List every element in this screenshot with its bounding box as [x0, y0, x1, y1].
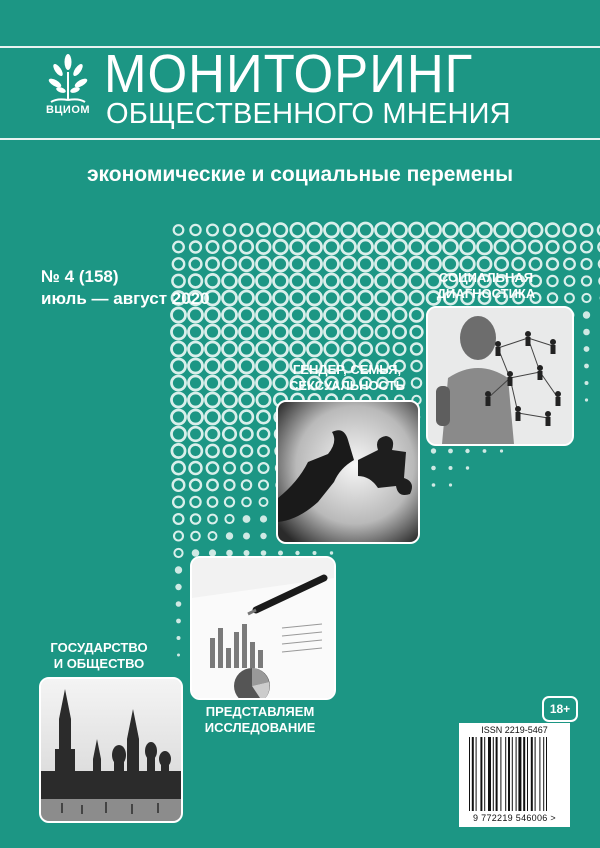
pattern-dot [483, 449, 487, 453]
pattern-dot [495, 223, 509, 237]
pattern-dot [466, 466, 469, 469]
barcode-bar [480, 737, 482, 811]
puzzle-pieces-image [278, 402, 418, 542]
pattern-dot [174, 549, 182, 557]
pattern-dot [257, 411, 269, 423]
pattern-dot [223, 428, 236, 441]
pattern-dot [173, 242, 184, 253]
pattern-dot [449, 483, 452, 486]
barcode-bar [508, 737, 510, 811]
pattern-dot [172, 325, 186, 339]
pattern-dot [172, 376, 186, 390]
pattern-dot [410, 274, 424, 288]
pattern-dot [240, 411, 253, 424]
pattern-dot [261, 550, 267, 556]
pattern-dot [448, 449, 453, 454]
section-label-social: СОЦИАЛЬНАЯ ДИАГНОСТИКА [436, 270, 536, 301]
pattern-dot [581, 242, 592, 253]
pattern-dot [393, 274, 407, 288]
pattern-dot [260, 498, 268, 506]
pattern-dot [241, 428, 253, 440]
pattern-dot [582, 276, 591, 285]
pattern-dot [207, 225, 218, 236]
issue-info [41, 266, 210, 310]
pattern-dot [546, 224, 559, 237]
pattern-dot [565, 294, 574, 303]
pattern-dot [206, 308, 220, 322]
pattern-dot [291, 274, 305, 288]
pattern-dot [500, 449, 503, 452]
pattern-dot [427, 257, 441, 271]
pattern-dot [206, 445, 218, 457]
pattern-dot [342, 342, 355, 355]
pattern-dot [274, 257, 288, 271]
barcode-number: 9 772219 546006 > [473, 813, 556, 823]
pattern-dot [206, 428, 219, 441]
pattern-dot [175, 566, 182, 573]
pattern-dot [257, 308, 271, 322]
pattern-dot [174, 514, 184, 524]
pattern-dot [177, 654, 180, 657]
pattern-dot [190, 242, 201, 253]
pattern-dot [410, 223, 424, 237]
pattern-dot [478, 223, 492, 237]
barcode-bar [516, 737, 517, 811]
research-photo [190, 556, 336, 700]
social-diagnostics-photo [426, 306, 574, 446]
pattern-dot [241, 224, 253, 236]
pattern-dot [359, 291, 373, 305]
pattern-dot [393, 326, 405, 338]
pattern-dot [189, 308, 203, 322]
pattern-dot [189, 445, 202, 458]
pattern-dot [189, 342, 203, 356]
pattern-dot [308, 274, 322, 288]
pattern-dot [342, 325, 356, 339]
pattern-dot [325, 274, 339, 288]
pattern-dot [325, 240, 339, 254]
section-label-gender: ГЕНДЕР, СЕМЬЯ, СЕКСУАЛЬНОСТЬ [288, 362, 405, 393]
pattern-dot [206, 376, 220, 390]
pattern-dot [191, 514, 200, 523]
pattern-dot [410, 291, 424, 305]
section-label-state: ГОСУДАРСТВО И ОБЩЕСТВО [50, 640, 148, 671]
header-bottom-rule [0, 138, 600, 140]
pattern-dot [189, 325, 203, 339]
pattern-dot [325, 291, 339, 305]
pattern-dot [278, 551, 283, 556]
pattern-dot [563, 224, 575, 236]
barcode-bar [488, 737, 491, 811]
pattern-dot [564, 259, 575, 270]
pattern-dot [225, 497, 234, 506]
pattern-dot [530, 258, 542, 270]
pattern-dot [257, 393, 270, 406]
pattern-dot [359, 274, 373, 288]
pattern-dot [206, 410, 220, 424]
issue-number: № 4 (158) [41, 267, 119, 286]
pattern-dot [274, 291, 288, 305]
pattern-dot [257, 342, 271, 356]
pattern-dot [174, 225, 184, 235]
pattern-dot [410, 257, 424, 271]
pattern-dot [582, 259, 592, 269]
pattern-dot [224, 224, 235, 235]
pattern-dot [206, 342, 220, 356]
magazine-subtitle: экономические и социальные перемены [86, 163, 514, 186]
chart-papers-image [192, 558, 334, 698]
pattern-dot [176, 619, 181, 624]
pattern-dot [207, 462, 218, 473]
pattern-dot [376, 240, 390, 254]
pattern-dot [223, 241, 235, 253]
pattern-dot [240, 325, 254, 339]
pattern-dot [223, 325, 237, 339]
pattern-dot [176, 601, 182, 607]
pattern-dot [377, 343, 389, 355]
pattern-dot [257, 376, 271, 390]
pattern-dot [512, 223, 526, 237]
pattern-dot [274, 224, 287, 237]
age-rating-badge: 18+ [542, 696, 578, 722]
pattern-dot [223, 376, 237, 390]
pattern-dot [325, 308, 339, 322]
barcode-bar [546, 737, 547, 811]
logo-text: ВЦИОМ [45, 104, 91, 116]
barcode-bar [484, 737, 485, 811]
pattern-dot [325, 325, 339, 339]
pattern-dot [359, 223, 373, 237]
pattern-dot [313, 551, 317, 555]
pattern-dot [582, 294, 590, 302]
issue-date: июль — август 2020 [41, 289, 210, 308]
pattern-dot [291, 291, 305, 305]
pattern-dot [223, 274, 237, 288]
pattern-dot [172, 444, 185, 457]
pattern-dot [223, 291, 237, 305]
state-society-photo [39, 677, 183, 823]
pattern-dot [585, 381, 589, 385]
pattern-dot [177, 636, 181, 640]
pattern-dot [585, 398, 588, 401]
pattern-dot [226, 532, 233, 539]
pattern-dot [206, 325, 220, 339]
pattern-dot [308, 291, 322, 305]
pattern-dot [565, 276, 575, 286]
pattern-dot [393, 308, 406, 321]
pattern-dot [295, 551, 299, 555]
pattern-dot [444, 240, 458, 254]
pattern-dot [240, 291, 254, 305]
pattern-dot [581, 224, 593, 236]
pattern-dot [291, 223, 304, 236]
pattern-dot [584, 364, 589, 369]
pattern-dot [225, 480, 235, 490]
barcode-block [459, 723, 570, 827]
pattern-dot [240, 257, 253, 270]
pattern-dot [190, 497, 200, 507]
pattern-dot [173, 479, 185, 491]
pattern-dot [189, 393, 203, 407]
pattern-dot [584, 346, 590, 352]
pattern-dot [393, 223, 407, 237]
pattern-dot [241, 463, 251, 473]
pattern-dot [444, 223, 458, 237]
pattern-dot [583, 329, 590, 336]
pattern-dot [208, 497, 218, 507]
network-people-image [428, 308, 572, 444]
pattern-dot [240, 359, 254, 373]
pattern-dot [325, 223, 339, 237]
pattern-dot [308, 257, 322, 271]
pattern-dot [207, 480, 218, 491]
pattern-dot [376, 274, 390, 288]
pattern-dot [342, 257, 356, 271]
pattern-dot [411, 344, 422, 355]
pattern-dot [274, 308, 288, 322]
pattern-dot [376, 223, 390, 237]
pattern-dot [223, 342, 237, 356]
pattern-dot [240, 241, 253, 254]
barcode-bar [500, 737, 501, 811]
pattern-dot [308, 325, 322, 339]
pattern-dot [274, 325, 288, 339]
pattern-dot [223, 393, 237, 407]
pattern-dot [209, 532, 217, 540]
pattern-dot [274, 274, 288, 288]
pattern-dot [190, 462, 202, 474]
pattern-dot [393, 240, 407, 254]
pattern-dot [547, 259, 558, 270]
pattern-dot [564, 241, 575, 252]
pattern-dot [410, 309, 423, 322]
pattern-dot [243, 515, 251, 523]
pattern-dot [189, 410, 203, 424]
pattern-dot [394, 343, 406, 355]
pattern-dot [529, 223, 542, 236]
barcode-bar [512, 737, 513, 811]
pattern-dot [240, 376, 254, 390]
pattern-dot [547, 241, 559, 253]
pattern-dot [547, 276, 557, 286]
pattern-dot [325, 257, 339, 271]
pattern-dot [291, 257, 305, 271]
pattern-dot [258, 428, 269, 439]
pattern-dot [206, 393, 220, 407]
pattern-dot [172, 393, 186, 407]
pattern-dot [225, 515, 233, 523]
pattern-dot [175, 584, 181, 590]
pattern-dot [478, 257, 491, 270]
pattern-dot [495, 240, 508, 253]
pattern-dot [257, 325, 271, 339]
pattern-dot [189, 376, 203, 390]
pattern-dot [259, 463, 269, 473]
pattern-dot [274, 342, 288, 356]
pattern-dot [431, 448, 436, 453]
pattern-dot [172, 308, 186, 322]
pattern-dot [172, 359, 186, 373]
pattern-dot [257, 240, 270, 253]
pattern-dot [223, 308, 237, 322]
pattern-dot [190, 480, 201, 491]
barcode-bar [518, 737, 521, 811]
pattern-dot [342, 274, 356, 288]
pattern-dot [342, 308, 356, 322]
pattern-dot [291, 308, 305, 322]
pattern-dot [172, 427, 186, 441]
pattern-dot [260, 533, 266, 539]
issn-label: ISSN 2219-5467 [481, 725, 548, 735]
pattern-dot [411, 326, 423, 338]
pattern-dot [308, 308, 322, 322]
pattern-dot [461, 257, 475, 271]
barcode-bar [476, 737, 477, 811]
pattern-dot [376, 257, 390, 271]
pattern-dot [342, 291, 356, 305]
pattern-dot [376, 326, 389, 339]
pattern-dot [208, 515, 217, 524]
pattern-dot [240, 308, 254, 322]
pattern-dot [432, 483, 436, 487]
pattern-dot [274, 240, 288, 254]
pattern-dot [308, 240, 322, 254]
section-label-research: ПРЕДСТАВЛЯЕМ ИССЛЕДОВАНИЕ [204, 704, 316, 735]
pattern-dot [190, 225, 200, 235]
pattern-dot [342, 223, 356, 237]
pattern-dot [223, 359, 237, 373]
pattern-dot [512, 241, 525, 254]
pattern-dot [191, 532, 200, 541]
pattern-dot [308, 342, 322, 356]
pattern-dot [260, 515, 267, 522]
pattern-dot [359, 343, 372, 356]
barcode-bar [531, 737, 533, 811]
barcode-bar [469, 737, 470, 811]
barcode-bar [505, 737, 506, 811]
pattern-dot [240, 274, 254, 288]
pattern-dot [257, 257, 271, 271]
pattern-dot [240, 393, 254, 407]
barcode-bar [535, 737, 536, 811]
pattern-dot [243, 533, 250, 540]
magazine-title-line2: ОБЩЕСТВЕННОГО МНЕНИЯ [106, 98, 511, 130]
pattern-dot [207, 241, 219, 253]
pattern-dot [548, 293, 557, 302]
pattern-dot [259, 481, 268, 490]
pattern-dot [465, 449, 469, 453]
pattern-dot [223, 410, 236, 423]
pattern-dot [291, 240, 305, 254]
pattern-dot [427, 223, 441, 237]
pattern-dot [241, 445, 252, 456]
pattern-dot [410, 240, 424, 254]
pattern-dot [242, 480, 251, 489]
pattern-dot [206, 359, 220, 373]
pattern-dot [308, 223, 322, 237]
barcode-bar [527, 737, 528, 811]
pattern-dot [495, 258, 508, 271]
pattern-dot [478, 240, 492, 254]
pattern-dot [257, 224, 269, 236]
pattern-dot [173, 497, 184, 508]
pattern-dot [393, 257, 407, 271]
pattern-dot [393, 291, 407, 305]
pattern-dot [461, 223, 475, 237]
pattern-dot [359, 257, 373, 271]
pattern-dot [427, 240, 441, 254]
pattern-dot [257, 291, 271, 305]
barcode-bar [493, 737, 494, 811]
barcode-icon [467, 737, 563, 811]
pattern-dot [224, 463, 235, 474]
barcode-bar [543, 737, 544, 811]
pattern-dot [461, 240, 475, 254]
pattern-dot [291, 325, 305, 339]
pattern-dot [223, 258, 236, 271]
barcode-bar [472, 737, 474, 811]
pattern-dot [257, 359, 271, 373]
magazine-title-line1: МОНИТОРИНГ [104, 43, 474, 104]
pattern-dot [431, 466, 436, 471]
barcode-bar [523, 737, 525, 811]
pattern-dot [242, 498, 251, 507]
barcode-bar [539, 737, 540, 811]
pattern-dot [513, 258, 525, 270]
pattern-dot [342, 240, 356, 254]
pattern-dot [359, 308, 373, 322]
pattern-dot [359, 325, 372, 338]
pattern-dot [444, 257, 458, 271]
pattern-dot [376, 308, 390, 322]
pattern-dot [529, 241, 541, 253]
pattern-dot [359, 240, 373, 254]
pattern-dot [449, 466, 453, 470]
pattern-dot [583, 311, 590, 318]
pattern-dot [291, 342, 305, 356]
kremlin-image [41, 679, 181, 821]
pattern-dot [257, 274, 271, 288]
pattern-dot [224, 445, 236, 457]
pattern-dot [330, 551, 333, 554]
pattern-dot [376, 291, 390, 305]
pattern-dot [258, 446, 269, 457]
pattern-dot [172, 342, 186, 356]
gender-family-photo [276, 400, 420, 544]
pattern-dot [189, 359, 203, 373]
pattern-dot [174, 532, 183, 541]
barcode-bar [496, 737, 498, 811]
pattern-dot [240, 342, 254, 356]
pattern-dot [172, 462, 184, 474]
pattern-dot [172, 410, 186, 424]
vciom-tree-logo-icon [37, 52, 99, 130]
pattern-dot [189, 427, 203, 441]
pattern-dot [325, 342, 339, 356]
